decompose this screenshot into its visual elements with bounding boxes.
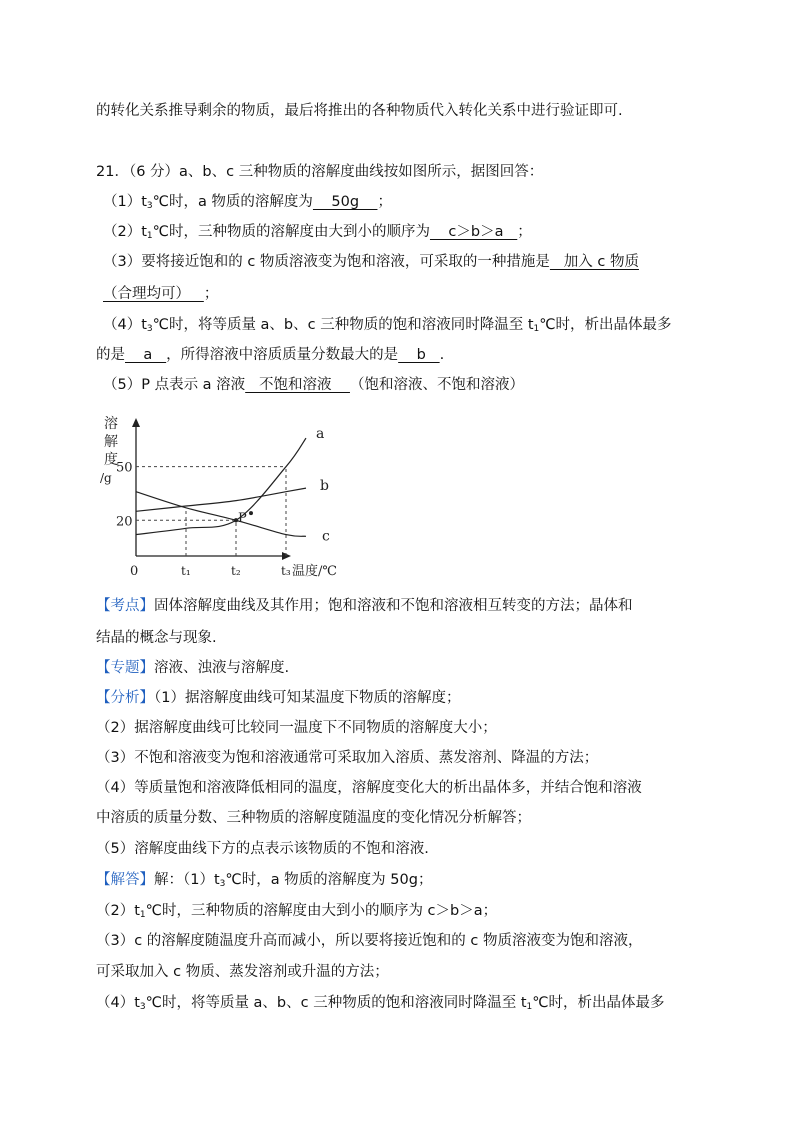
y-axis-arrow: [132, 418, 140, 427]
fenxi-line-2: （2）据溶解度曲线可比较同一温度下不同物质的溶解度大小；: [96, 720, 497, 736]
jieda-line-4: $(4)t_3℃$时，将等质量 a、b、c 三种物质的饱和溶液同时降温至 $t_1℃$时，析出晶体最多: [96, 995, 665, 1012]
point-p-label: P: [238, 511, 247, 527]
fenxi-tag: 【分析】: [96, 690, 154, 706]
question-header: [96, 162, 543, 182]
prev-answer-tail: 的转化关系推导剩余的物质，最后将推出的各种物质代入转化关系中进行验证即可.: [96, 103, 623, 119]
question-part-3: （3）要将接近饱和的 c 物质溶液变为饱和溶液，可采取的一种措施是 加入 c 物质: [103, 254, 639, 270]
curve-label-a: a: [316, 426, 325, 443]
fenxi-line-4: （4）等质量饱和溶液降低相同的温度，溶解度变化大的析出晶体多，并结合饱和溶液: [96, 780, 642, 796]
kaodian-line-1: 【考点】固体溶解度曲线及其作用；饱和溶液和不饱和溶液相互转变的方法；晶体和: [96, 598, 633, 614]
question-part-4-cont: 的是 a ，所得溶液中溶质质量分数最大的是 b .: [96, 347, 445, 363]
zhuanti-tag: 【专题】: [96, 660, 154, 676]
jieda-tag: 【解答】: [96, 872, 154, 888]
fenxi-line-5: 中溶质的质量分数、三种物质的溶解度随温度的变化情况分析解答；: [96, 810, 531, 826]
fenxi-line-3: （3）不饱和溶液变为饱和溶液通常可采取加入溶质、蒸发溶剂、降温的方法；: [96, 750, 599, 766]
y-label-char-2: 解: [104, 434, 118, 450]
fenxi-line-6: （5）溶解度曲线下方的点表示该物质的不饱和溶液.: [96, 841, 429, 857]
fenxi-line-1: 【分析】（1）据溶解度曲线可知某温度下物质的溶解度；: [96, 690, 461, 706]
answer-blank-4b: b: [398, 347, 440, 363]
jieda-line-2: $(2)t_1℃$时，三种物质的溶解度由大到小的顺序为 c＞b＞a；: [96, 903, 498, 920]
jieda-line-1: 【解答】解：$(1)t_3℃$时，a 物质的溶解度为 50g；: [96, 872, 433, 889]
curve-label-b: b: [320, 478, 329, 495]
zhuanti-line: 【专题】溶液、浊液与溶解度.: [96, 660, 290, 676]
y-label-char-3: 度: [104, 452, 118, 468]
y-label-char-1: 溶: [104, 416, 118, 432]
answer-blank-4a: a: [125, 347, 167, 363]
question-part-3-cont: （合理均可） ；: [103, 286, 219, 302]
x-axis-label: 温度/℃: [292, 564, 337, 579]
question-part-2: $(2)t_1℃$时，三种物质的溶解度由大到小的顺序为 c＞b＞a ；: [103, 224, 532, 241]
question-text: （6 分）a、b、c 三种物质的溶解度曲线按如图所示，据图回答：: [128, 164, 544, 180]
answer-blank-3a: 加入 c 物质: [549, 254, 639, 270]
solubility-chart: [96, 412, 337, 584]
jieda-line-3-cont: 可采取加入 c 物质、蒸发溶剂或升温的方法；: [96, 964, 389, 980]
jieda-line-3: （3）c 的溶解度随温度升高而减小，所以要将接近饱和的 c 物质溶液变为饱和溶液，: [96, 933, 643, 949]
x-tick-label-t3: t₃: [281, 564, 291, 578]
kaodian-line-2: 结晶的概念与现象.: [96, 630, 217, 646]
kaodian-tag: 【考点】: [96, 598, 154, 614]
origin-label: 0: [130, 564, 139, 579]
x-tick-label-t1: t₁: [181, 564, 191, 578]
question-part-5: （5）P 点表示 a 溶液 不饱和溶液 （饱和溶液、不饱和溶液）: [103, 377, 524, 393]
y-label-char-4: /g: [100, 471, 112, 485]
curve-c: [136, 492, 306, 537]
question-part-1: $(1)t_3℃$时，a 物质的溶解度为 50g ；: [103, 194, 392, 211]
x-tick-label-t2: t₂: [231, 564, 241, 578]
curves: [136, 438, 306, 536]
y-tick-label-20: 20: [116, 514, 133, 530]
answer-blank-3b: （合理均可）: [103, 286, 204, 302]
answer-blank-1: 50g: [312, 194, 378, 210]
question-part-4: $(4)t_3℃$时，将等质量 a、b、c 三种物质的饱和溶液同时降温至 $t_1℃$时，析出晶体最多: [103, 317, 672, 334]
curve-label-c: c: [322, 528, 330, 545]
answer-blank-2: c＞b＞a: [429, 224, 518, 240]
answer-blank-5: 不饱和溶液: [245, 377, 350, 393]
question-number: 21．: [96, 164, 129, 180]
point-p: [249, 511, 253, 515]
guide-lines: [136, 467, 286, 556]
y-tick-label-50: 50: [116, 460, 133, 476]
